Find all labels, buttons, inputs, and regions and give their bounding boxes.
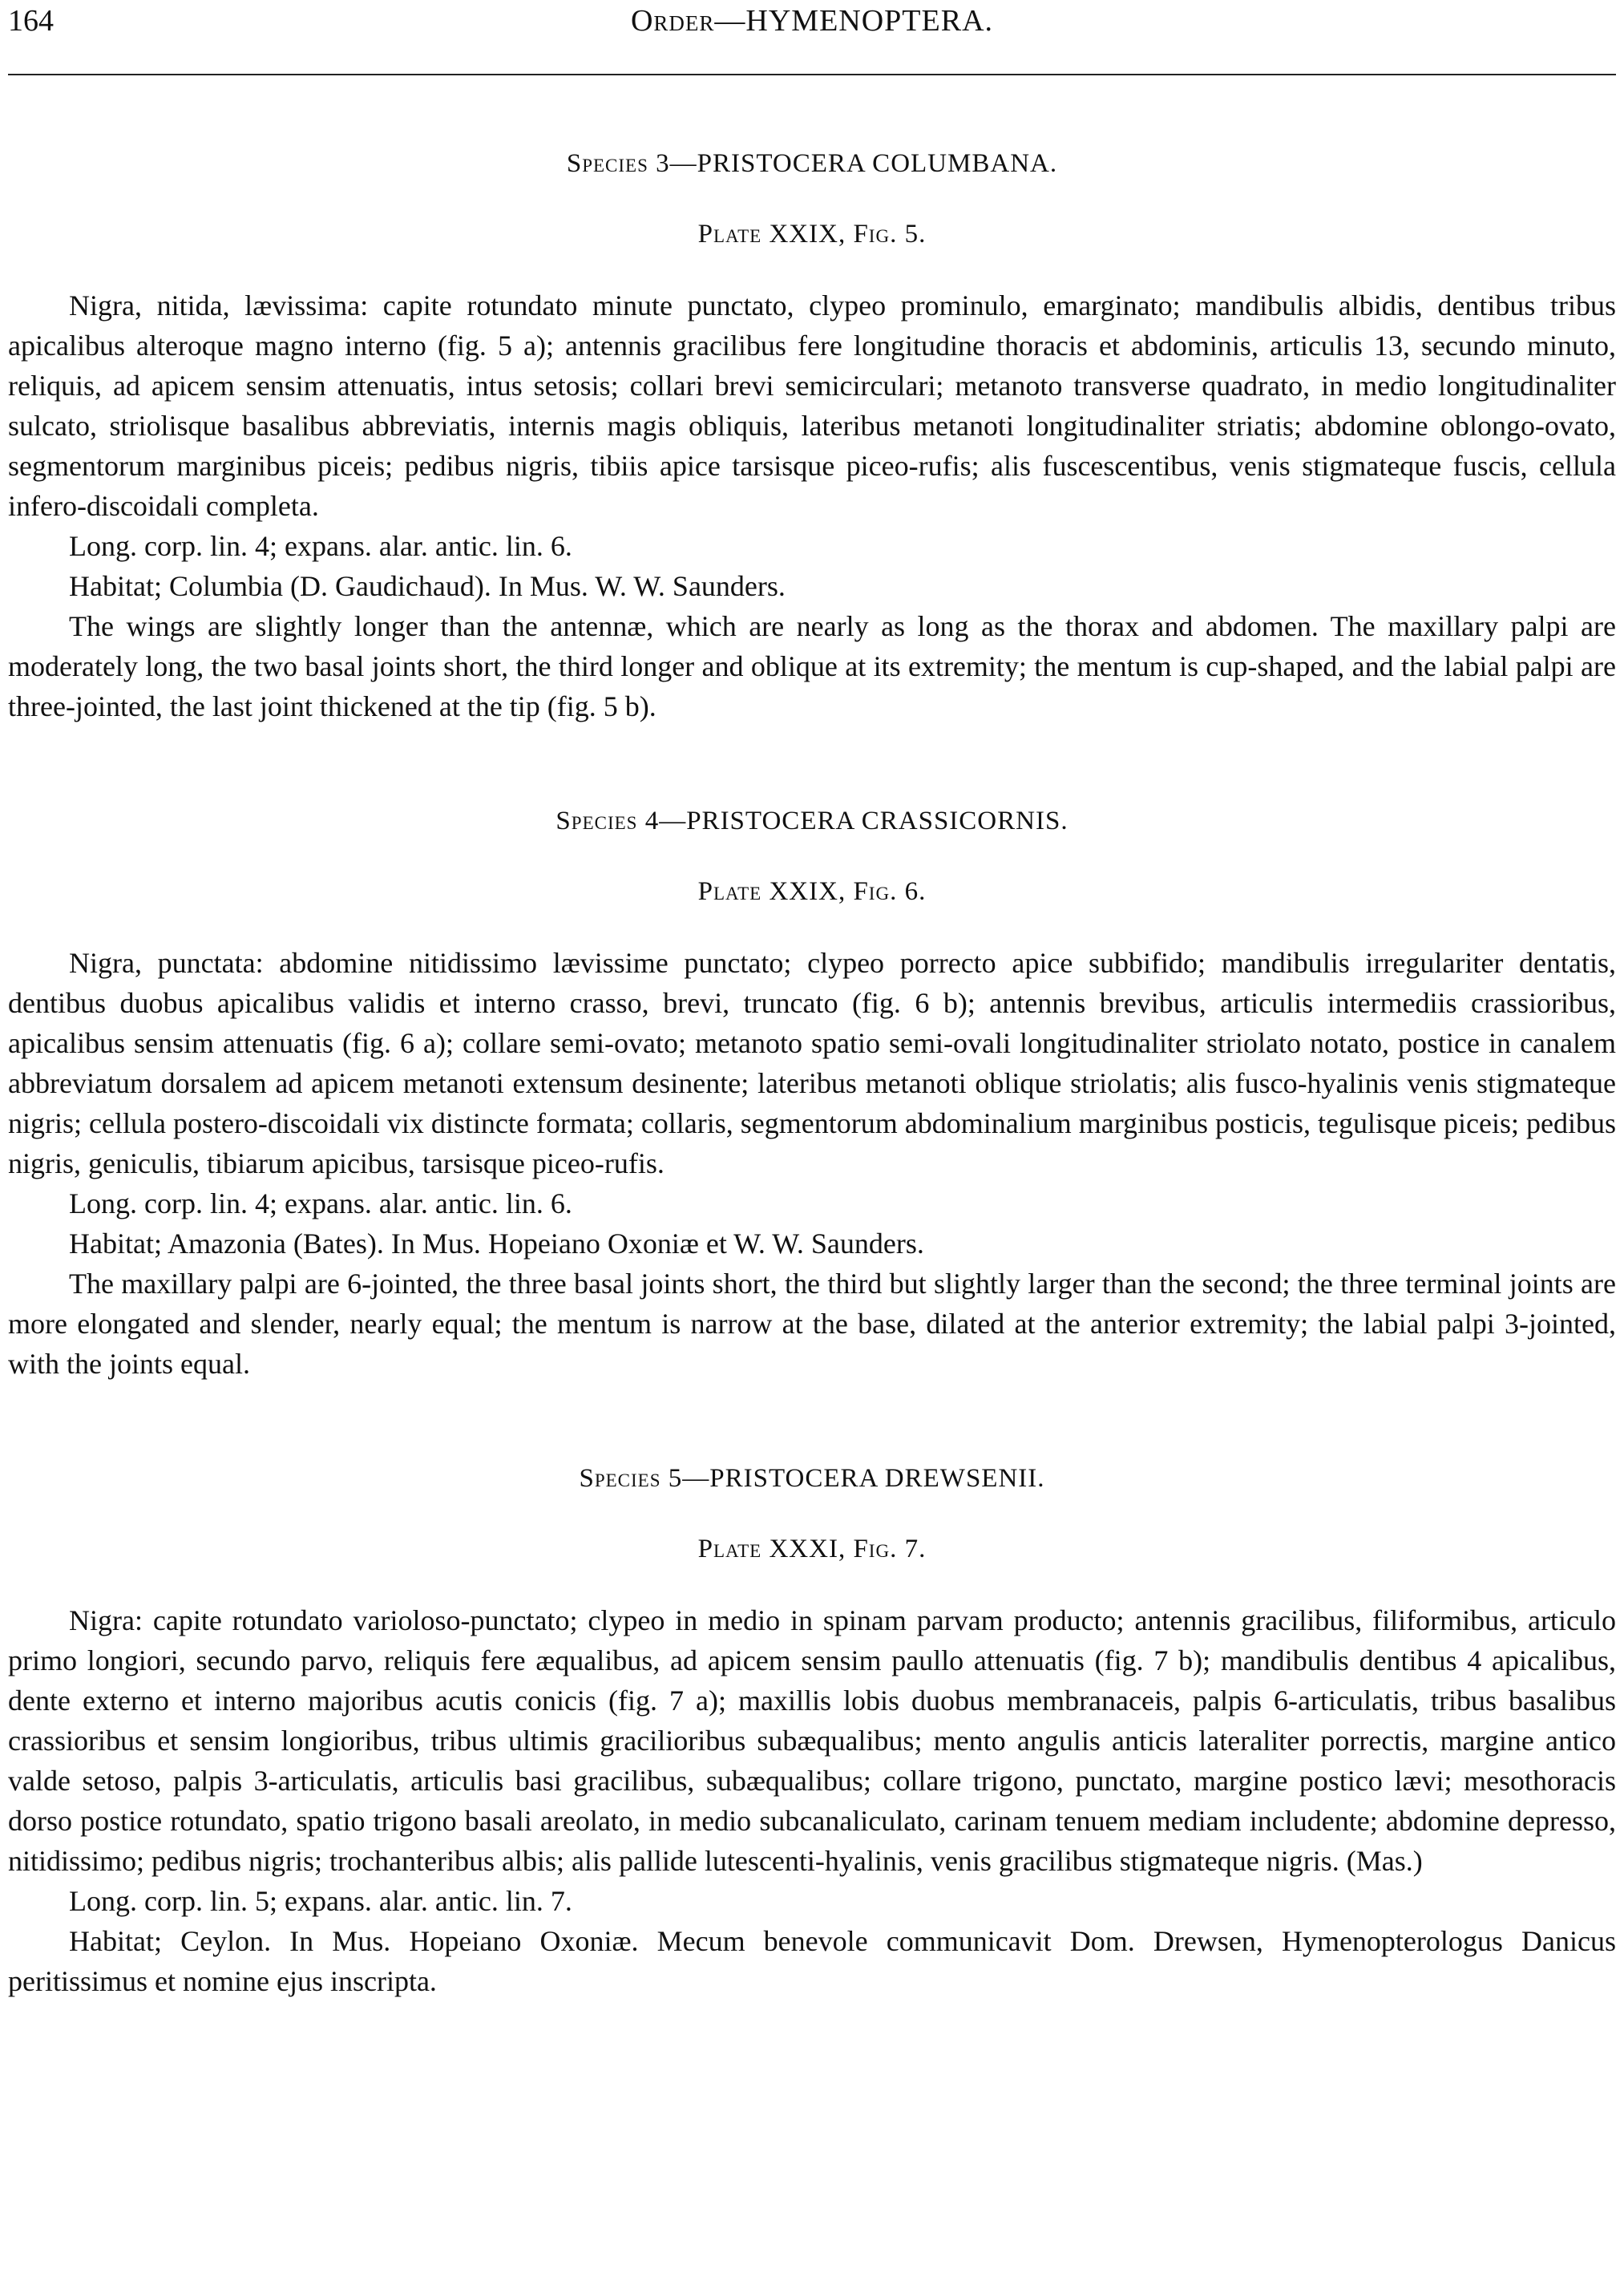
section-gap bbox=[8, 726, 1616, 803]
measurements: Long. corp. lin. 5; expans. alar. antic. lin. 7. bbox=[69, 1885, 572, 1917]
latin-description: Nigra, nitida, lævissima: capite rotundato minute punctato, clypeo prominulo, emarginato; mandibulis albidis, dentibus tribus apicalibus alteroque magno interno (fig. 5 a); antennis gracilibus fere longitudine thoracis et abdominis, articulis 13, secundo minuto, reliquis, ad apicem sensim attenuatis, intus setosis; collari brevi semicirculari; metanoto transverse quadrato, in medio longitudinaliter sulcato, striolisque basalibus abbreviatis, internis magis obliquis, lateribus metanoti longitudinaliter striatis; abdomine oblongo-ovato, segmentorum marginibus piceis; pedibus nigris, tibiis apice tarsisque piceo-rufis; alis fuscescentibus, venis stigmateque fuscis, cellula infero-discoidali completa. bbox=[8, 289, 1616, 522]
species-heading: Species 3—PRISTOCERA COLUMBANA. bbox=[566, 149, 1058, 178]
species-heading: Species 5—PRISTOCERA DREWSENII. bbox=[579, 1464, 1045, 1493]
page-number: 164 bbox=[8, 4, 54, 38]
page-body bbox=[8, 146, 1616, 2001]
english-notes: The wings are slightly longer than the antennæ, which are nearly as long as the thorax and abdomen. The maxillary palpi are moderately long, the two basal joints short, the third longer and oblique at its extremity; the mentum is cup-shaped, and the labial palpi are three-jointed, the last joint thickened at the tip (fig. 5 b). bbox=[8, 610, 1616, 722]
species-heading: Species 4—PRISTOCERA CRASSICORNIS. bbox=[555, 807, 1069, 835]
species-section bbox=[8, 146, 1616, 726]
plate-reference: Plate XXXI, Fig. 7. bbox=[697, 1535, 927, 1563]
measurements: Long. corp. lin. 4; expans. alar. antic. lin. 6. bbox=[69, 1187, 572, 1219]
latin-description: Nigra, punctata: abdomine nitidissimo lævissime punctato; clypeo porrecto apice subbifido; mandibulis irregulariter dentatis, dentibus duobus apicalibus validis et interno crasso, brevi, truncato (fig. 6 b); antennis brevibus, articulis intermediis crassioribus, apicalibus sensim attenuatis (fig. 6 a); collare semi-ovato; metanoto spatio semi-ovali longitudinaliter striolato notato, postice in canalem abbreviatum dorsalem ad apicem metanoti extensum desinente; lateribus metanoti oblique striolatis; alis fusco-hyalinis venis stigmateque nigris; cellula postero-discoidali vix distincte formata; collaris, segmentorum abdominalium marginibus posticis, tegulisque piceis; pedibus nigris, geniculis, tibiarum apicibus, tarsisque piceo-rufis. bbox=[8, 947, 1616, 1179]
measurements: Long. corp. lin. 4; expans. alar. antic. lin. 6. bbox=[69, 530, 572, 562]
species-section bbox=[8, 803, 1616, 1384]
habitat: Habitat; Ceylon. In Mus. Hopeiano Oxoniæ. Mecum benevole communicavit Dom. Drewsen, Hymenopterologus Danicus peritissimus et nomine ejus inscripta. bbox=[8, 1925, 1616, 1997]
habitat: Habitat; Amazonia (Bates). In Mus. Hopeiano Oxoniæ et W. W. Saunders. bbox=[69, 1227, 924, 1260]
running-title: Order—HYMENOPTERA. bbox=[630, 4, 994, 38]
plate-reference: Plate XXIX, Fig. 6. bbox=[697, 877, 927, 906]
plate-reference: Plate XXIX, Fig. 5. bbox=[697, 220, 927, 249]
latin-description: Nigra: capite rotundato varioloso-punctato; clypeo in medio in spinam parvam producto; antennis gracilibus, filiformibus, articulo primo longiori, secundo parvo, reliquis fere æqualibus, ad apicem sensim paullo attenuatis (fig. 7 b); mandibulis dentibus 4 apicalibus, dente externo et interno majoribus acutis conicis (fig. 7 a); maxillis lobis duobus membranaceis, palpis 6-articulatis, tribus basalibus crassioribus et sensim longioribus, tribus ultimis gracilioribus subæqualibus; mento angulis anticis lateraliter porrectis, margine antico valde setoso, palpis 3-articulatis, articulis basi gracilibus, subæqualibus; collare trigono, punctato, margine postico lævi; mesothoracis dorso postice rotundato, spatio trigono basali areolato, in medio subcanaliculato, carinam tenuem mediam includente; abdomine depresso, nitidissimo; pedibus nigris; trochanteribus albis; alis pallide lutescenti-hyalinis, venis gracilibus stigmateque nigris. (Mas.) bbox=[8, 1604, 1616, 1877]
running-head bbox=[8, 2, 1616, 50]
habitat: Habitat; Columbia (D. Gaudichaud). In Mus. W. W. Saunders. bbox=[69, 570, 786, 602]
species-section bbox=[8, 1461, 1616, 2001]
english-notes: The maxillary palpi are 6-jointed, the three basal joints short, the third but slightly larger than the second; the three terminal joints are more elongated and slender, nearly equal; the mentum is narrow at the base, dilated at the anterior extremity; the labial palpi 3-jointed, with the joints equal. bbox=[8, 1268, 1616, 1380]
section-gap bbox=[8, 1384, 1616, 1461]
header-rule bbox=[8, 74, 1616, 75]
